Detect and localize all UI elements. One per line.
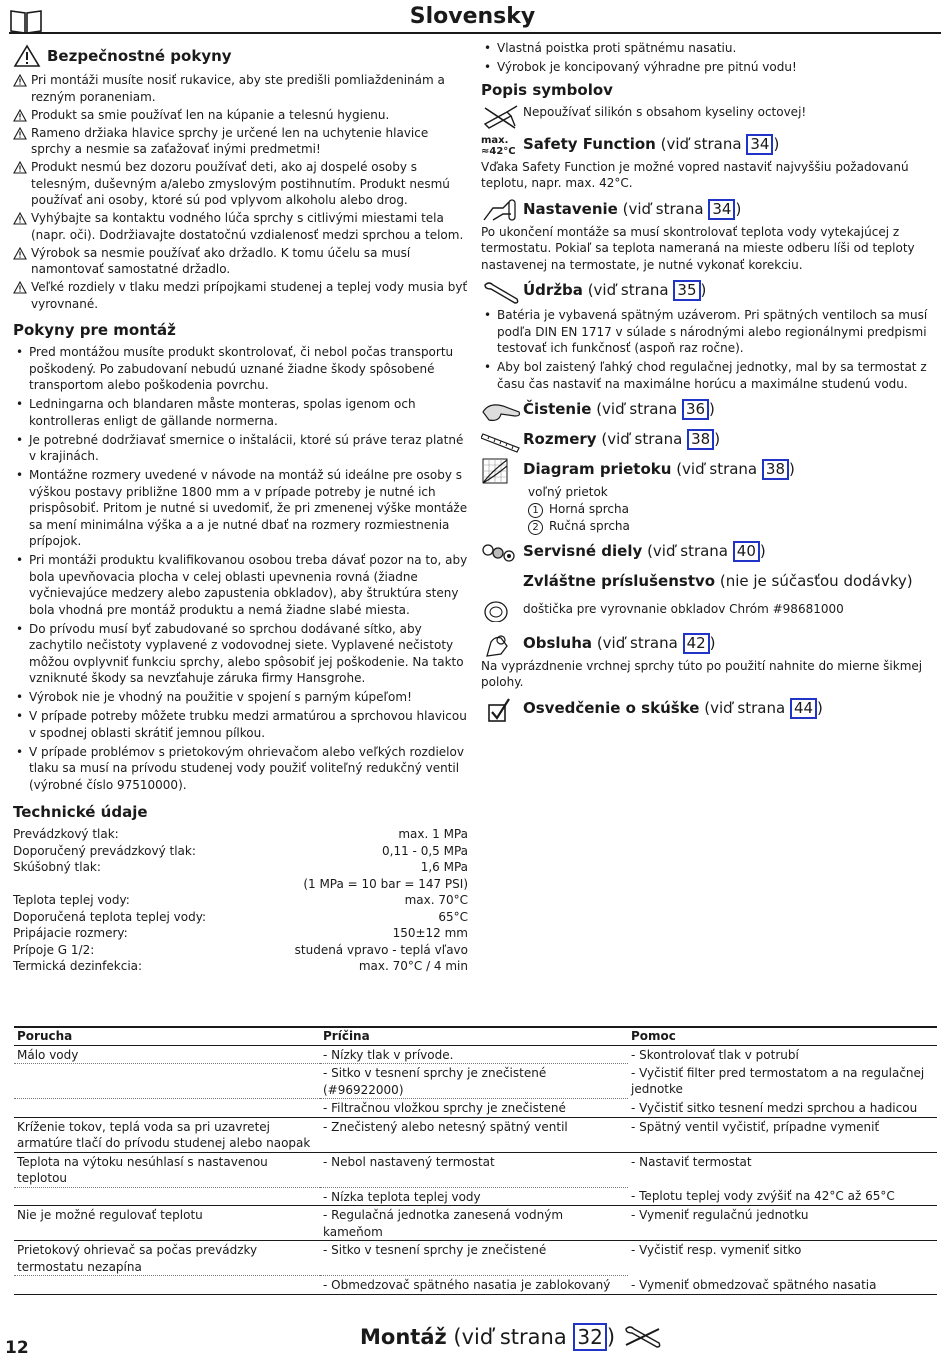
diagram-line-1-text: Horná sprcha xyxy=(549,501,629,516)
header-pomoc: Pomoc xyxy=(628,1027,937,1045)
table-cell: Kríženie tokov, teplá voda sa pri uzavretej armatúre tlačí do prívodu studenej alebo naopak xyxy=(14,1117,320,1152)
table-cell: - Spätný ventil vyčistiť, prípadne vymeniť xyxy=(628,1117,937,1152)
udrzba-row xyxy=(481,279,936,305)
servis-page-link[interactable]: 40 xyxy=(733,541,760,562)
servis-row xyxy=(481,540,936,566)
rozmery-ref-close: ) xyxy=(714,430,721,448)
safety-item xyxy=(13,245,468,278)
udrzba-title: Údržba xyxy=(523,281,583,299)
tech-row xyxy=(13,909,468,926)
page-number: 12 xyxy=(5,1338,29,1358)
table-cell: Teplota na výtoku nesúhlasí s nastavenou teplotou xyxy=(14,1152,320,1187)
prislusenstvo-row xyxy=(481,570,936,596)
blank-icon-slot xyxy=(481,570,523,596)
tech-row xyxy=(13,826,468,843)
assembly-list xyxy=(13,344,468,793)
safety-function-title-line xyxy=(523,133,779,155)
diagram-line-1 xyxy=(528,501,936,518)
udrzba-title-line xyxy=(523,279,706,301)
tech-value: (1 MPa = 10 bar = 147 PSI) xyxy=(303,876,468,891)
table-cell: - Nebol nastavený termostat xyxy=(320,1152,628,1187)
safety-function-row xyxy=(481,133,936,159)
table-row xyxy=(14,1187,937,1206)
tech-value: 1,6 MPa xyxy=(420,860,468,874)
warning-triangle-icon xyxy=(13,44,41,68)
table-row xyxy=(14,1241,937,1276)
max-temp-icon-top: max. xyxy=(481,134,509,146)
assembly-heading: Pokyny pre montáž xyxy=(13,321,176,339)
cistenie-page-link[interactable]: 36 xyxy=(682,399,709,420)
montaz-ref-close: ) xyxy=(606,1325,616,1349)
tech-value: max. 70°C / 4 min xyxy=(358,959,468,973)
obsluha-ref-close: ) xyxy=(709,633,716,652)
diagram-title-line xyxy=(523,458,795,480)
udrzba-list xyxy=(481,307,936,392)
table-cell: - Skontrolovať tlak v potrubí xyxy=(631,1047,799,1062)
table-cell: - Nízky tlak v prívode. xyxy=(320,1045,628,1064)
osvedcenie-title-line xyxy=(523,697,823,719)
max-temp-icon xyxy=(481,133,523,159)
cistenie-title: Čistenie xyxy=(523,400,592,418)
prislusenstvo-text-row xyxy=(481,596,936,622)
cistenie-ref-close: ) xyxy=(709,400,715,418)
nastavenie-row xyxy=(481,198,936,224)
wrench-icon xyxy=(481,279,523,305)
table-cell: - Obmedzovač spätného nasatia je zablokovaný xyxy=(320,1276,628,1295)
right-column xyxy=(481,40,936,726)
tech-label: Doporučený prevádzkový tlak: xyxy=(13,843,196,858)
tile-plate-icon xyxy=(481,596,523,622)
table-cell: - Vyčistiť filter pred termostatom a na regulačnej jednotke xyxy=(631,1065,925,1096)
diagram-page-link[interactable]: 38 xyxy=(762,459,789,480)
tech-value: 65°C xyxy=(438,909,468,924)
tech-value: studená vpravo - teplá vľavo xyxy=(294,942,468,957)
ruler-icon xyxy=(481,428,523,454)
table-row xyxy=(14,1276,937,1295)
tech-value: 150±12 mm xyxy=(392,926,468,940)
silicone-row xyxy=(481,104,936,130)
circle-number: 2 xyxy=(528,520,543,535)
rozmery-title-line xyxy=(523,428,720,450)
diagram-line-2-text: Ručná sprcha xyxy=(549,518,630,533)
safety-function-ref: (viď strana xyxy=(660,134,742,153)
cistenie-ref: (viď strana xyxy=(596,400,678,418)
tech-row xyxy=(13,925,468,942)
table-cell: - Vyčistiť sitko tesnení medzi sprchou a hadicou xyxy=(628,1099,937,1118)
assembly-item: • Je potrebné dodržiavať smernice o inštalácii, ktoré sú práve teraz platné v krajinách. xyxy=(13,432,468,465)
assembly-item: • V prípade potreby môžete trubku medzi armatúrou a sprchovou hlavicou v spodnej oblasti skrátiť jemnou pílkou. xyxy=(13,708,468,741)
tech-label: Pripájacie rozmery: xyxy=(13,926,128,940)
assembly-item: • Ledningarna och blandaren måste monteras, spolas igenom och kontrolleras enligt de gällande normerna. xyxy=(13,396,468,429)
header-rule xyxy=(9,32,941,34)
silicone-gun-icon xyxy=(481,104,523,130)
safety-item xyxy=(13,107,468,124)
osvedcenie-ref-close: ) xyxy=(817,698,823,717)
table-cell: - Regulačná jednotka zanesená vodným kameňom xyxy=(320,1206,628,1241)
table-row xyxy=(14,1045,937,1064)
tech-row xyxy=(13,859,468,876)
rozmery-ref: (viď strana xyxy=(601,430,683,448)
tech-row xyxy=(13,843,468,860)
circle-number: 1 xyxy=(528,503,543,518)
prislusenstvo-title-line xyxy=(523,570,913,592)
table-cell: - Nízka teplota teplej vody xyxy=(320,1187,628,1206)
servis-ref-close: ) xyxy=(759,541,766,560)
diagram-details xyxy=(481,484,936,535)
diagram-title: Diagram prietoku xyxy=(523,460,672,478)
obsluha-title: Obsluha xyxy=(523,633,593,652)
nastavenie-title: Nastavenie xyxy=(523,199,618,218)
osvedcenie-row xyxy=(481,697,936,723)
rozmery-title: Rozmery xyxy=(523,430,597,448)
table-cell: - Vymeniť obmedzovač spätného nasatia xyxy=(628,1276,937,1295)
diagram-line-2 xyxy=(528,518,936,535)
table-cell xyxy=(14,1064,320,1099)
tech-label: Doporučená teplota teplej vody: xyxy=(13,909,206,924)
table-header-row xyxy=(14,1027,937,1045)
technical-heading: Technické údaje xyxy=(13,803,148,821)
prislusenstvo-title: Zvláštne príslušenstvo xyxy=(523,571,716,590)
table-cell: - Sitko v tesnení sprchy je znečistené (#96922000) xyxy=(320,1064,628,1099)
warning-triangle-icon xyxy=(13,109,27,122)
table-cell: - Sitko v tesnení sprchy je znečistené xyxy=(320,1241,628,1276)
header-porucha: Porucha xyxy=(14,1027,320,1045)
nastavenie-ref: (viď strana xyxy=(622,199,704,218)
safety-item-text: Veľké rozdiely v tlaku medzi prípojkami studenej a teplej vody musia byť vyrovnané. xyxy=(31,280,468,311)
table-row xyxy=(14,1117,937,1152)
header-pricina: Príčina xyxy=(320,1027,628,1045)
table-row xyxy=(14,1099,937,1118)
safety-title: Bezpečnostné pokyny xyxy=(47,47,232,65)
safety-item-text: Pri montáži musíte nosiť rukavice, aby ste predišli pomliaždeninám a rezným poraneniam. xyxy=(31,73,445,104)
technical-table xyxy=(13,826,468,975)
table-cell xyxy=(14,1187,320,1206)
right-bullet-item: • Výrobok je koncipovaný výhradne pre pitnú vodu! xyxy=(481,59,936,76)
hand-thermometer-icon xyxy=(481,198,523,224)
left-column xyxy=(13,44,468,975)
obsluha-page-link[interactable]: 42 xyxy=(683,633,710,654)
prislusenstvo-note: (nie je súčasťou dodávky) xyxy=(719,571,913,590)
rozmery-page-link[interactable]: 38 xyxy=(687,429,714,450)
nastavenie-title-line xyxy=(523,198,741,220)
assembly-item: • Montážne rozmery uvedené v návode na montáž sú ideálne pre osoby s výškou postavy približne 1800 mm a v prípade potreby je nutné ich prispôsobiť. Pritom je nutné si uvedomiť, že pri zmenenej výške montáže sa mení minimálna výška a a je nutné dbať na rozmery rozmiestnenia prípojok. xyxy=(13,467,468,550)
udrzba-ref: (viď strana xyxy=(587,281,669,299)
safety-function-title: Safety Function xyxy=(523,134,656,153)
obsluha-text: Na vyprázdnenie vrchnej sprchy túto po použití nahnite do mierne šikmej polohy. xyxy=(481,658,923,689)
tech-label: Teplota teplej vody: xyxy=(13,893,130,907)
udrzba-page-link[interactable]: 35 xyxy=(673,280,700,301)
table-row xyxy=(14,1206,937,1241)
diagram-ref-close: ) xyxy=(789,460,795,478)
assembly-item: • Pred montážou musíte produkt skontrolovať, či nebol počas transportu poškodený. Po zabudovaní nebudú uznané žiadne škody spôsobené transportom alebo poškodenia povrchu. xyxy=(13,344,468,394)
symbols-heading: Popis symbolov xyxy=(481,80,613,99)
max-temp-icon-bottom: ≈42°C xyxy=(481,145,516,157)
obsluha-ref: (viď strana xyxy=(596,633,678,652)
table-cell: - Nastaviť termostat xyxy=(631,1154,752,1169)
safety-function-ref-close: ) xyxy=(773,134,780,153)
safety-function-page-link[interactable]: 34 xyxy=(746,134,773,155)
silicone-text: Nepoužívať silikón s obsahom kyseliny octovej! xyxy=(523,104,807,119)
cleaning-hand-icon xyxy=(481,398,523,424)
table-cell xyxy=(14,1276,320,1295)
warning-triangle-icon xyxy=(13,212,27,225)
assembly-item: • Do prívodu musí byť zabudované so sprchou dodávané sítko, aby zachytilo nečistoty vyplavené z vodovodnej siete. Vyplavené nečistoty môžou ovplyvniť funkciu sprchy, alebo spôsobiť jej poškodenie. Na takto vzniknuté škody sa nevzťahuje záruka firmy Hansgrohe. xyxy=(13,621,468,687)
udrzba-ref-close: ) xyxy=(700,281,707,299)
prislusenstvo-text: doštička pre vyrovnanie obkladov Chróm #98681000 xyxy=(523,601,844,616)
tech-label: Skúšobný tlak: xyxy=(13,860,101,874)
warning-triangle-icon xyxy=(13,247,27,260)
tech-row xyxy=(13,942,468,959)
safety-list xyxy=(13,72,468,312)
montaz-footer xyxy=(360,1322,663,1352)
montaz-ref: (viď strana xyxy=(453,1325,567,1349)
tech-value: 0,11 - 0,5 MPa xyxy=(382,843,468,858)
right-top-bullets xyxy=(481,40,936,76)
obsluha-title-line xyxy=(523,632,716,654)
warning-triangle-icon xyxy=(13,161,27,174)
tech-value: max. 1 MPa xyxy=(398,827,468,841)
safety-item xyxy=(13,72,468,105)
safety-item xyxy=(13,210,468,243)
montaz-page-link[interactable]: 32 xyxy=(573,1323,606,1351)
tech-row xyxy=(13,892,468,909)
udrzba-item: • Batéria je vybavená spätným uzáverom. Pri spätných ventiloch sa musí podľa DIN EN 1717 v súlade s národnými alebo regionálnymi predpismi testovať ich funkčnosť (aspoň raz ročne). xyxy=(481,307,936,357)
page-language-title: Slovensky xyxy=(409,4,536,29)
tech-label: Prevádzkový tlak: xyxy=(13,827,119,841)
safety-item-text: Rameno držiaka hlavice sprchy je určené len na uchytenie hlavice sprchy a nesmie sa zaťažovať inými predmetmi! xyxy=(31,125,429,156)
montaz-title: Montáž xyxy=(360,1325,447,1349)
udrzba-item: • Aby bol zaistený ľahký chod regulačnej jednotky, mal by sa termostat z času čas nastaviť na maximálne horúcu a maximálne studenú vodu. xyxy=(481,359,936,392)
warning-triangle-icon xyxy=(13,281,27,294)
servis-title: Servisné diely xyxy=(523,541,643,560)
table-cell: Málo vody xyxy=(14,1045,320,1064)
hand-shower-icon xyxy=(481,632,523,658)
flow-diagram-icon xyxy=(481,458,523,484)
tech-row xyxy=(13,876,468,893)
osvedcenie-ref: (viď strana xyxy=(704,698,786,717)
table-cell: - Znečistený alebo netesný spätný ventil xyxy=(320,1117,628,1152)
assembly-item: • V prípade problémov s prietokovým ohrievačom alebo veľkých rozdielov tlaku sa musí na prívodu studenej vody použiť voliteľný redukčný ventil (výrobné číslo 97510000). xyxy=(13,744,468,794)
tech-value: max. 70°C xyxy=(404,893,468,907)
warning-triangle-icon xyxy=(13,127,27,140)
table-cell xyxy=(14,1099,320,1118)
safety-item-text: Vyhýbajte sa kontaktu vodného lúča sprchy s citlivými miestami tela (napr. oči). Dodržiavajte dostatočnú vzdialenosť medzi sprchou a telom. xyxy=(31,211,464,242)
servis-ref: (viď strana xyxy=(647,541,729,560)
table-row xyxy=(14,1152,937,1187)
safety-item xyxy=(13,279,468,312)
cistenie-row xyxy=(481,398,936,424)
montaz-title-line xyxy=(360,1322,615,1352)
table-cell: - Teplotu teplej vody zvýšiť na 42°C až 65°C xyxy=(628,1187,937,1206)
safety-item-text: Produkt nesmú bez dozoru používať deti, ako aj dospelé osoby s telesným, duševným a/alebo zmyslovým postihnutím. Produkt nesmú používať ani osoby, ktoré sú pod vplyvom alkoholu alebo drog. xyxy=(31,160,450,207)
diagram-ref: (viď strana xyxy=(676,460,758,478)
obsluha-row xyxy=(481,632,936,658)
nastavenie-page-link[interactable]: 34 xyxy=(708,199,735,220)
right-bullet-item: • Vlastná poistka proti spätnému nasatiu. xyxy=(481,40,936,57)
safety-item-text: Výrobok sa nesmie používať ako držadlo. K tomu účelu sa musí namontovať samostatné držadlo. xyxy=(31,245,411,276)
spare-parts-icon xyxy=(481,540,523,566)
table-cell: - Vyčistiť resp. vymeniť sitko xyxy=(631,1243,802,1257)
nastavenie-ref-close: ) xyxy=(735,199,742,218)
rozmery-row xyxy=(481,428,936,454)
assembly-item: • Pri montáži produktu kvalifikovanou osobou treba dávať pozor na to, aby bola upevňovacia plocha v celej oblasti upevnenia rovná (žiadne vyčnievajúce medzery alebo zapustenia obkladov), aby štruktúra steny bola vhodná pre montáž produktu a nemá žiadne slabé miesta. xyxy=(13,552,468,618)
diagram-row xyxy=(481,458,936,484)
safety-item xyxy=(13,125,468,158)
tech-label: Prípoje G 1/2: xyxy=(13,942,95,957)
safety-function-text: Vďaka Safety Function je možné vopred nastaviť najvyššiu požadovanú teplotu, napr. max. 42°C. xyxy=(481,159,909,190)
table-cell: Nie je možné regulovať teplotu xyxy=(14,1206,320,1241)
osvedcenie-title: Osvedčenie o skúške xyxy=(523,698,700,717)
table-cell: - Vymeniť regulačnú jednotku xyxy=(628,1206,937,1241)
cistenie-title-line xyxy=(523,398,715,420)
nastavenie-text: Po ukončení montáže sa musí skontrolovať teplota vody vytekajúcej z termostatu. Pokiaľ sa teplota nameraná na mieste odberu líši od teploty nastavenej na termostate, je nutné vykonať korekciu. xyxy=(481,224,915,272)
assembly-item: • Výrobok nie je vhodný na použitie v spojení s parným kúpeľom! xyxy=(13,689,468,706)
servis-title-line xyxy=(523,540,766,562)
certificate-checkbox-icon xyxy=(481,697,523,723)
table-cell: - Filtračnou vložkou sprchy je znečistené xyxy=(320,1099,628,1118)
tools-icon xyxy=(623,1323,663,1351)
warning-triangle-icon xyxy=(13,74,27,87)
diagram-sub: voľný prietok xyxy=(528,485,608,499)
safety-item xyxy=(13,159,468,209)
tech-row xyxy=(13,958,468,975)
safety-item-text: Produkt sa smie používať len na kúpanie a telesnú hygienu. xyxy=(31,107,390,122)
troubleshooting-table xyxy=(14,1026,937,1295)
osvedcenie-page-link[interactable]: 44 xyxy=(790,698,817,719)
tech-label: Termická dezinfekcia: xyxy=(13,959,143,973)
table-cell: Prietokový ohrievač sa počas prevádzky termostatu nezapína xyxy=(14,1241,320,1276)
safety-heading xyxy=(13,44,468,68)
table-row xyxy=(14,1064,937,1099)
